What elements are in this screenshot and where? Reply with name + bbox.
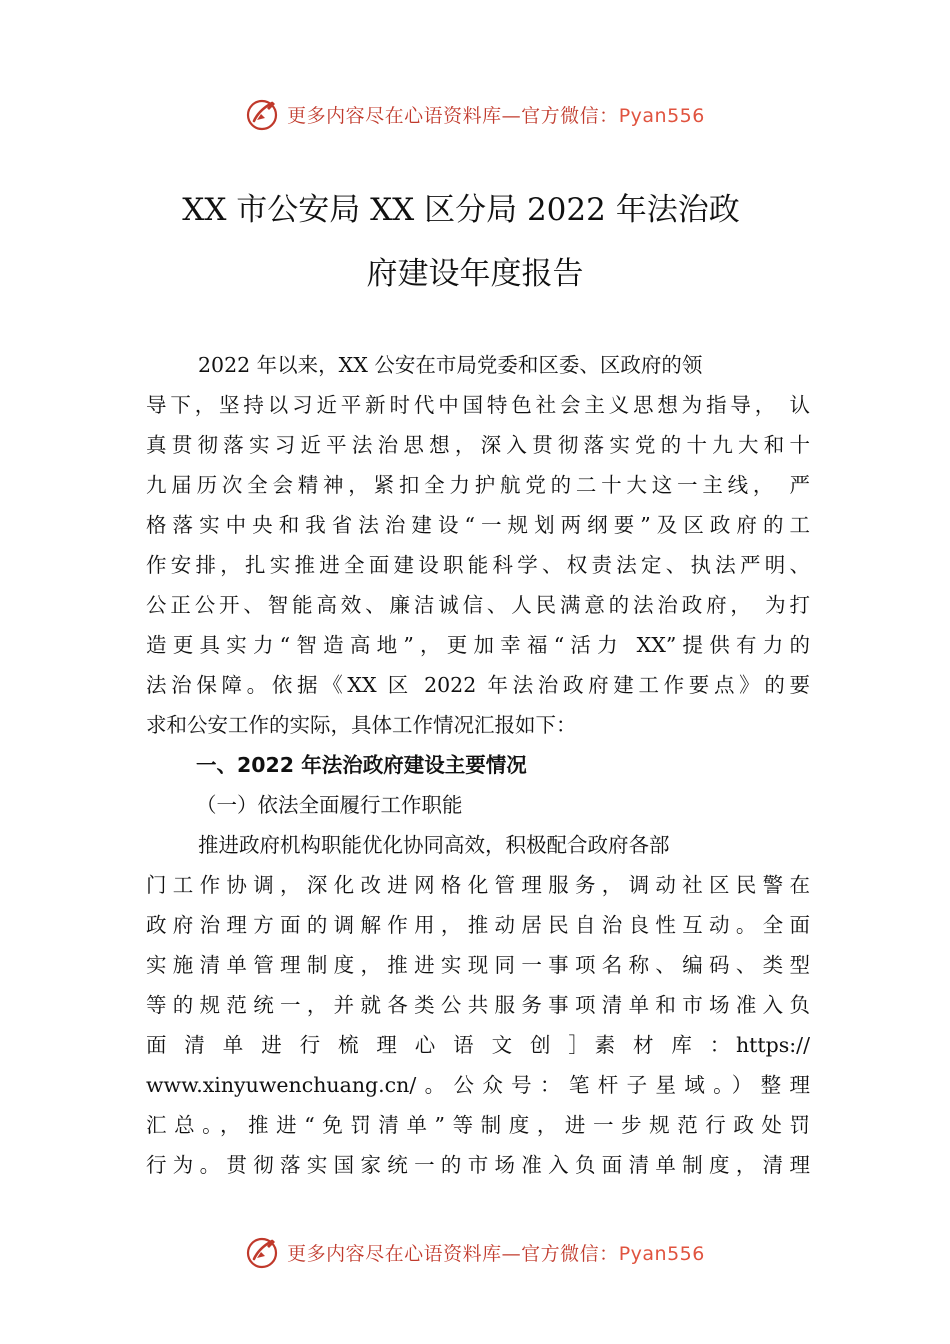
watermark-official-label: 官方微信： <box>521 104 619 127</box>
paragraph-1-line-10: 求和公安工作的实际，具体工作情况汇报如下： <box>146 713 577 737</box>
pen-seal-logo-icon <box>245 1234 281 1270</box>
paragraph-1-line-7: 公正公开、智能高效、廉洁诚信、人民满意的法治政府， 为打 <box>146 593 810 617</box>
document-title-line-2: 府建设年度报告 <box>366 256 584 292</box>
document-title-line-1: XX 市公安局 XX 区分局 2022 年法治政 <box>182 192 740 228</box>
subsection-heading: （一）依法全面履行工作职能 <box>196 793 463 817</box>
watermark-banner-bottom <box>0 1232 950 1272</box>
paragraph-1-line-5: 格落实中央和我省法治建设“一规划两纲要”及区政府的工 <box>146 513 810 537</box>
watermark-banner-top <box>0 94 950 134</box>
watermark-site-name: 更多内容尽在心语资料库 <box>287 1242 502 1265</box>
paragraph-2-line-9: 行为。贯彻落实国家统一的市场准入负面清单制度，清理 <box>146 1153 810 1177</box>
watermark-text <box>287 1239 705 1266</box>
paragraph-1-line-1: 2022 年以来，XX 公安在市局党委和区委、区政府的领 <box>198 353 703 377</box>
paragraph-2-line-3: 政府治理方面的调解作用，推动居民自治良性互动。全面 <box>146 913 810 937</box>
paragraph-2-line-5: 等的规范统一，并就各类公共服务事项清单和市场准入负 <box>146 993 810 1017</box>
paragraph-1-line-8: 造更具实力“智造高地”，更加幸福“活力 XX”提供有力的 <box>146 633 810 657</box>
watermark-wechat-id: Pyan556 <box>618 104 705 127</box>
paragraph-1-line-4: 九届历次全会精神，紧扣全力护航党的二十大这一主线， 严 <box>146 473 810 497</box>
paragraph-2-line-1: 推进政府机构职能优化协同高效，积极配合政府各部 <box>198 833 670 857</box>
paragraph-1-line-9: 法治保障。依据《XX 区 2022 年法治政府建工作要点》的要 <box>146 673 810 697</box>
watermark-site-name: 更多内容尽在心语资料库 <box>287 104 502 127</box>
paragraph-2-line-7: www.xinyuwenchuang.cn/。公众号：笔杆子星域。）整理 <box>146 1073 810 1097</box>
paragraph-2-line-6: 面 清 单 进 行 梳 理 心 语 文 创 ］素 材 库 ：https:// <box>146 1033 810 1057</box>
paragraph-2-line-2: 门工作协调，深化改进网格化管理服务，调动社区民警在 <box>146 873 810 897</box>
paragraph-1-line-3: 真贯彻落实习近平法治思想，深入贯彻落实党的十九大和十 <box>146 433 810 457</box>
watermark-text <box>287 101 705 128</box>
pen-seal-logo-icon <box>245 96 281 132</box>
watermark-wechat-id: Pyan556 <box>618 1242 705 1265</box>
paragraph-2-line-8: 汇总。，推进“免罚清单”等制度，进一步规范行政处罚 <box>146 1113 810 1137</box>
watermark-separator: — <box>501 104 522 127</box>
document-body <box>146 345 810 1185</box>
paragraph-1-line-6: 作安排，扎实推进全面建设职能科学、权责法定、执法严明、 <box>146 553 810 577</box>
paragraph-1-line-2: 导下，坚持以习近平新时代中国特色社会主义思想为指导， 认 <box>146 393 810 417</box>
watermark-official-label: 官方微信： <box>521 1242 619 1265</box>
section-heading: 一、2022 年法治政府建设主要情况 <box>196 753 527 777</box>
watermark-separator: — <box>501 1242 522 1265</box>
paragraph-2-line-4: 实施清单管理制度，推进实现同一事项名称、编码、类型 <box>146 953 810 977</box>
